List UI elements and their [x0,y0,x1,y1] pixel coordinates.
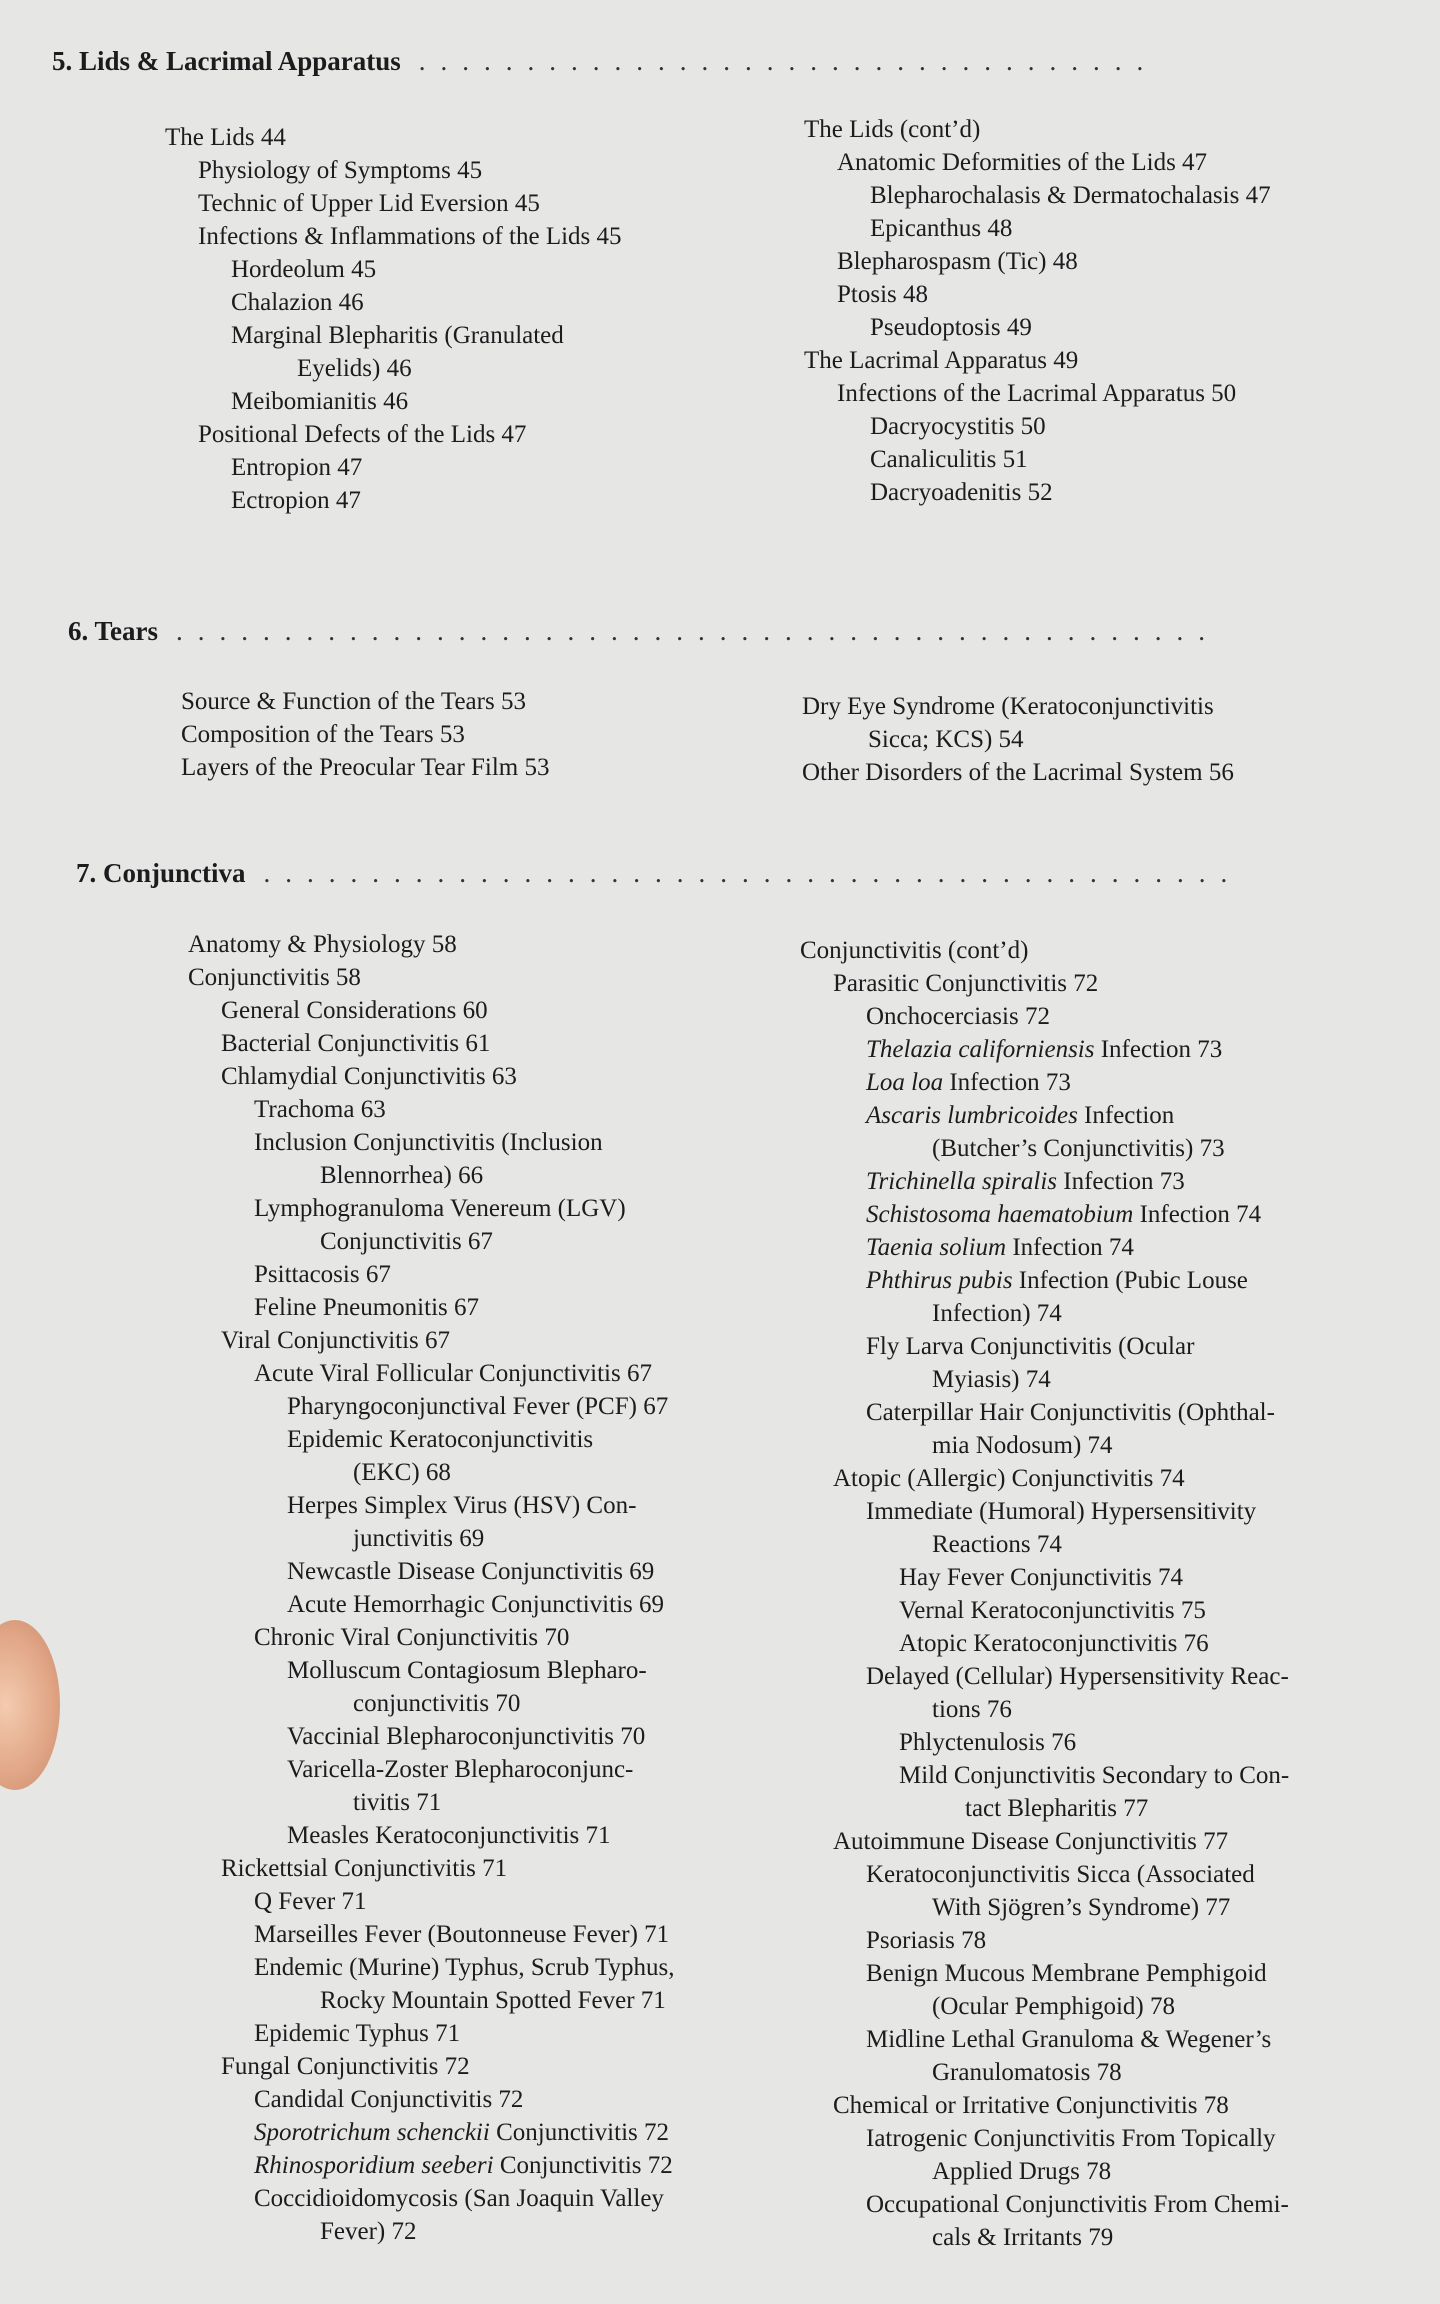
toc-entry [231,286,622,319]
toc-entry-text: Mild Conjunctivitis Secondary to Con- [899,1762,1290,1789]
toc-entry [804,113,1271,146]
toc-entry [932,1132,1289,1165]
toc-entry [221,2050,675,2083]
toc-entry [320,1984,675,2017]
toc-entry [254,1126,675,1159]
toc-entry-text: Sicca; KCS) 54 [868,726,1024,753]
toc-entry [231,451,622,484]
toc-entry-text: Fever) 72 [320,2218,417,2245]
toc-entry-text: tions 76 [932,1696,1012,1723]
toc-entry [165,121,622,154]
toc-entry-text: The Lids (cont’d) [804,116,981,143]
toc-entry [866,2023,1289,2056]
toc-entry [287,1654,675,1687]
toc-entry [254,2182,675,2215]
section-7-left-column [188,928,675,2248]
toc-entry [287,1555,675,1588]
toc-entry [870,311,1271,344]
toc-entry [932,2155,1289,2188]
toc-entry-text: Meibomianitis 46 [231,388,409,415]
toc-entry [181,751,550,784]
toc-entry-text: Other Disorders of the Lacrimal System 56 [802,759,1234,786]
toc-entry-text: Vernal Keratoconjunctivitis 75 [899,1597,1206,1624]
toc-entry-text: Chalazion 46 [231,289,364,316]
toc-entry [866,1858,1289,1891]
toc-entry-italic: Taenia solium [866,1234,1007,1261]
toc-entry [320,2215,675,2248]
toc-entry [198,154,622,187]
toc-entry-text: Onchocerciasis 72 [866,1003,1050,1030]
toc-entry [254,1951,675,1984]
toc-entry [866,1924,1289,1957]
toc-entry [866,1000,1289,1033]
toc-entry [802,690,1234,723]
toc-entry [932,1429,1289,1462]
toc-entry-italic: Thelazia californiensis [866,1036,1095,1063]
toc-entry-text: Dacryoadenitis 52 [870,479,1053,506]
toc-entry-italic: Sporotrichum schenckii [254,2119,490,2146]
toc-entry-text: Composition of the Tears 53 [181,721,465,748]
toc-entry [866,1198,1289,1231]
toc-entry [837,146,1271,179]
toc-entry-text: Herpes Simplex Virus (HSV) Con- [287,1492,637,1519]
toc-entry-text: Occupational Conjunctivitis From Chemi- [866,2191,1289,2218]
toc-entry-text: Infection 73 [1057,1168,1185,1195]
toc-entry-text: Conjunctivitis 58 [188,964,361,991]
toc-entry [297,352,622,385]
toc-entry [932,1363,1289,1396]
toc-entry [965,1792,1289,1825]
toc-entry [833,1462,1289,1495]
toc-entry-text: Measles Keratoconjunctivitis 71 [287,1822,611,1849]
toc-entry [870,179,1271,212]
toc-entry-text: Psoriasis 78 [866,1927,987,1954]
toc-entry [899,1561,1289,1594]
leader-dots: ............................................. [263,858,1243,888]
toc-entry [254,1291,675,1324]
toc-entry-text: Conjunctivitis 72 [493,2152,673,2179]
section-title: 5. Lids & Lacrimal Apparatus [52,46,401,76]
toc-entry [287,1720,675,1753]
toc-entry-text: Marseilles Fever (Boutonneuse Fever) 71 [254,1921,670,1948]
toc-entry-text: Iatrogenic Conjunctivitis From Topically [866,2125,1276,2152]
toc-entry [231,484,622,517]
toc-entry [932,1693,1289,1726]
toc-entry-italic: Loa loa [866,1069,944,1096]
toc-entry-text: The Lacrimal Apparatus 49 [804,347,1079,374]
toc-entry-text: Blennorrhea) 66 [320,1162,484,1189]
toc-entry [353,1456,675,1489]
toc-entry-text: Infection (Pubic Louse [1012,1267,1248,1294]
toc-entry-text: junctivitis 69 [353,1525,485,1552]
toc-entry-text: Molluscum Contagiosum Blepharo- [287,1657,647,1684]
toc-entry-text: Rickettsial Conjunctivitis 71 [221,1855,508,1882]
toc-entry [287,1753,675,1786]
toc-entry [287,1489,675,1522]
toc-entry [221,1324,675,1357]
toc-entry-text: Anatomy & Physiology 58 [188,931,457,958]
toc-entry-text: Dacryocystitis 50 [870,413,1046,440]
toc-entry [287,1819,675,1852]
toc-entry-text: Physiology of Symptoms 45 [198,157,483,184]
toc-entry [320,1225,675,1258]
toc-entry [932,1297,1289,1330]
toc-entry [320,1159,675,1192]
toc-entry [866,1264,1289,1297]
toc-entry-text: Inclusion Conjunctivitis (Inclusion [254,1129,603,1156]
toc-entry [188,928,675,961]
toc-entry-text: Ectropion 47 [231,487,361,514]
toc-entry-text: Conjunctivitis 67 [320,1228,493,1255]
toc-entry [254,1258,675,1291]
toc-entry-text: Canaliculitis 51 [870,446,1028,473]
toc-entry [254,2149,675,2182]
section-5-left-column [165,121,622,517]
toc-entry-text: Varicella-Zoster Blepharoconjunc- [287,1756,634,1783]
toc-entry-text: Anatomic Deformities of the Lids 47 [837,149,1208,176]
toc-entry-text: Granulomatosis 78 [932,2059,1122,2086]
toc-entry [833,2089,1289,2122]
toc-entry [866,1660,1289,1693]
toc-entry-text: Myiasis) 74 [932,1366,1051,1393]
toc-entry [866,1231,1289,1264]
toc-entry-text: Infections & Inflammations of the Lids 45 [198,223,622,250]
leader-dots: .................................. [418,46,1159,76]
toc-entry-text: Benign Mucous Membrane Pemphigoid [866,1960,1267,1987]
toc-entry-text: Vaccinial Blepharoconjunctivitis 70 [287,1723,646,1750]
toc-entry [221,994,675,1027]
toc-entry [254,1357,675,1390]
toc-entry-text: Technic of Upper Lid Eversion 45 [198,190,540,217]
toc-entry-text: Eyelids) 46 [297,355,412,382]
toc-entry [198,418,622,451]
toc-entry-text: Layers of the Preocular Tear Film 53 [181,754,550,781]
toc-entry-text: mia Nodosum) 74 [932,1432,1113,1459]
toc-entry-text: Viral Conjunctivitis 67 [221,1327,451,1354]
leader-dots: ................................................ [176,616,1221,646]
toc-entry [221,1852,675,1885]
toc-entry-italic: Schistosoma haematobium [866,1201,1134,1228]
toc-entry-text: Marginal Blepharitis (Granulated [231,322,564,349]
toc-entry-italic: Ascaris lumbricoides [866,1102,1078,1129]
toc-entry [353,1687,675,1720]
toc-entry-text: Atopic Keratoconjunctivitis 76 [899,1630,1209,1657]
toc-entry-text: Conjunctivitis (cont’d) [800,937,1029,964]
toc-entry [899,1726,1289,1759]
toc-entry-text: General Considerations 60 [221,997,488,1024]
toc-entry-text: Acute Hemorrhagic Conjunctivitis 69 [287,1591,665,1618]
toc-entry [254,2083,675,2116]
toc-entry-text: cals & Irritants 79 [932,2224,1114,2251]
toc-entry-text: Newcastle Disease Conjunctivitis 69 [287,1558,655,1585]
toc-entry [866,1066,1289,1099]
toc-entry-text: Caterpillar Hair Conjunctivitis (Ophthal- [866,1399,1275,1426]
toc-entry [198,220,622,253]
toc-entry [866,1033,1289,1066]
toc-entry [254,1621,675,1654]
toc-entry [287,1423,675,1456]
toc-entry-text: Parasitic Conjunctivitis 72 [833,970,1099,997]
toc-entry-text: Acute Viral Follicular Conjunctivitis 67 [254,1360,652,1387]
section-7-right-column [800,934,1289,2254]
toc-entry-text: Rocky Mountain Spotted Fever 71 [320,1987,666,2014]
toc-entry [932,1891,1289,1924]
toc-entry [866,1396,1289,1429]
toc-entry [932,2221,1289,2254]
toc-entry [287,1390,675,1423]
toc-entry-text: Chlamydial Conjunctivitis 63 [221,1063,517,1090]
toc-entry [181,685,550,718]
toc-entry-text: Fly Larva Conjunctivitis (Ocular [866,1333,1195,1360]
toc-entry-text: Candidal Conjunctivitis 72 [254,2086,524,2113]
toc-entry-text: Infection 74 [1133,1201,1262,1228]
toc-entry [221,1060,675,1093]
toc-entry-text: Infection 73 [1094,1036,1223,1063]
toc-entry [899,1594,1289,1627]
section-heading-5 [52,46,1440,77]
toc-entry [899,1627,1289,1660]
toc-entry [254,2017,675,2050]
toc-entry-text: Infection 74 [1006,1234,1134,1261]
toc-entry-text: Atopic (Allergic) Conjunctivitis 74 [833,1465,1185,1492]
toc-entry-text: Entropion 47 [231,454,363,481]
toc-entry [932,1990,1289,2023]
toc-entry [932,1528,1289,1561]
toc-entry-text: Infection 73 [943,1069,1071,1096]
toc-entry [188,961,675,994]
toc-entry-italic: Rhinosporidium seeberi [254,2152,494,2179]
toc-entry [868,723,1234,756]
toc-entry-text: Epidemic Typhus 71 [254,2020,461,2047]
toc-entry [837,377,1271,410]
toc-entry-text: With Sjögren’s Syndrome) 77 [932,1894,1231,1921]
toc-entry-text: Keratoconjunctivitis Sicca (Associated [866,1861,1255,1888]
toc-entry [353,1786,675,1819]
section-6-left-column [181,685,550,784]
toc-entry-text: Fungal Conjunctivitis 72 [221,2053,470,2080]
toc-entry [833,1825,1289,1858]
toc-entry [254,1192,675,1225]
toc-entry [866,1330,1289,1363]
toc-entry-italic: Trichinella spiralis [866,1168,1058,1195]
toc-entry-text: Applied Drugs 78 [932,2158,1112,2185]
toc-entry-text: Coccidioidomycosis (San Joaquin Valley [254,2185,664,2212]
toc-entry [833,967,1289,1000]
toc-entry [837,245,1271,278]
toc-entry-text: Source & Function of the Tears 53 [181,688,526,715]
toc-entry [221,1027,675,1060]
toc-entry [870,476,1271,509]
toc-entry [800,934,1289,967]
toc-entry [866,1165,1289,1198]
toc-entry-text: Phlyctenulosis 76 [899,1729,1077,1756]
toc-entry-text: Infections of the Lacrimal Apparatus 50 [837,380,1237,407]
toc-entry [353,1522,675,1555]
toc-entry-text: Positional Defects of the Lids 47 [198,421,527,448]
toc-entry [866,2188,1289,2221]
section-5-right-column [804,113,1271,509]
toc-entry-text: Pseudoptosis 49 [870,314,1032,341]
toc-entry-text: Reactions 74 [932,1531,1062,1558]
toc-entry-text: Blepharochalasis & Dermatochalasis 47 [870,182,1271,209]
toc-entry-text: Immediate (Humoral) Hypersensitivity [866,1498,1257,1525]
toc-entry-text: Epicanthus 48 [870,215,1013,242]
toc-entry-text: conjunctivitis 70 [353,1690,521,1717]
toc-entry-text: Blepharospasm (Tic) 48 [837,248,1078,275]
toc-entry-text: Hay Fever Conjunctivitis 74 [899,1564,1183,1591]
toc-entry [287,1588,675,1621]
toc-entry-text: Midline Lethal Granuloma & Wegener’s [866,2026,1272,2053]
toc-entry [866,1957,1289,1990]
toc-entry [254,2116,675,2149]
toc-entry [866,2122,1289,2155]
toc-entry [870,443,1271,476]
toc-entry [198,187,622,220]
toc-entry [802,756,1234,789]
toc-entry-text: Psittacosis 67 [254,1261,391,1288]
toc-entry-text: Epidemic Keratoconjunctivitis [287,1426,594,1453]
toc-entry [870,212,1271,245]
toc-entry-text: Lymphogranuloma Venereum (LGV) [254,1195,626,1222]
toc-entry-text: Chronic Viral Conjunctivitis 70 [254,1624,570,1651]
toc-entry-text: Hordeolum 45 [231,256,377,283]
toc-entry-text: Autoimmune Disease Conjunctivitis 77 [833,1828,1229,1855]
toc-entry [254,1885,675,1918]
toc-entry-text: Pharyngoconjunctival Fever (PCF) 67 [287,1393,669,1420]
toc-entry [231,253,622,286]
toc-entry [254,1093,675,1126]
toc-entry [866,1495,1289,1528]
toc-entry-text: (EKC) 68 [353,1459,451,1486]
toc-entry-text: Q Fever 71 [254,1888,367,1915]
toc-entry-text: tact Blepharitis 77 [965,1795,1149,1822]
toc-entry-text: Conjunctivitis 72 [489,2119,670,2146]
toc-entry-text: (Ocular Pemphigoid) 78 [932,1993,1176,2020]
toc-entry-text: Delayed (Cellular) Hypersensitivity Reac- [866,1663,1289,1690]
toc-entry-text: Endemic (Murine) Typhus, Scrub Typhus, [254,1954,675,1981]
toc-entry-text: The Lids 44 [165,124,286,151]
toc-entry-text: Ptosis 48 [837,281,929,308]
toc-entry-text: tivitis 71 [353,1789,442,1816]
section-title: 6. Tears [68,616,159,646]
toc-entry-text: Infection) 74 [932,1300,1062,1327]
toc-entry [866,1099,1289,1132]
section-heading-6 [68,616,1440,647]
toc-entry [804,344,1271,377]
toc-entry [899,1759,1289,1792]
toc-entry-text: Infection [1077,1102,1175,1129]
toc-entry-text: Trachoma 63 [254,1096,386,1123]
toc-entry-text: Feline Pneumonitis 67 [254,1294,479,1321]
toc-entry [870,410,1271,443]
toc-entry-text: (Butcher’s Conjunctivitis) 73 [932,1135,1225,1162]
toc-entry-italic: Phthirus pubis [866,1267,1013,1294]
toc-entry-text: Chemical or Irritative Conjunctivitis 78 [833,2092,1229,2119]
thumb [0,1620,60,1790]
toc-entry [231,319,622,352]
section-title: 7. Conjunctiva [76,858,246,888]
toc-entry [254,1918,675,1951]
toc-entry [181,718,550,751]
toc-entry-text: Bacterial Conjunctivitis 61 [221,1030,491,1057]
toc-entry [837,278,1271,311]
section-6-right-column [802,690,1234,789]
section-heading-7 [76,858,1440,889]
toc-entry-text: Dry Eye Syndrome (Keratoconjunctivitis [802,693,1214,720]
toc-entry [932,2056,1289,2089]
toc-entry [231,385,622,418]
